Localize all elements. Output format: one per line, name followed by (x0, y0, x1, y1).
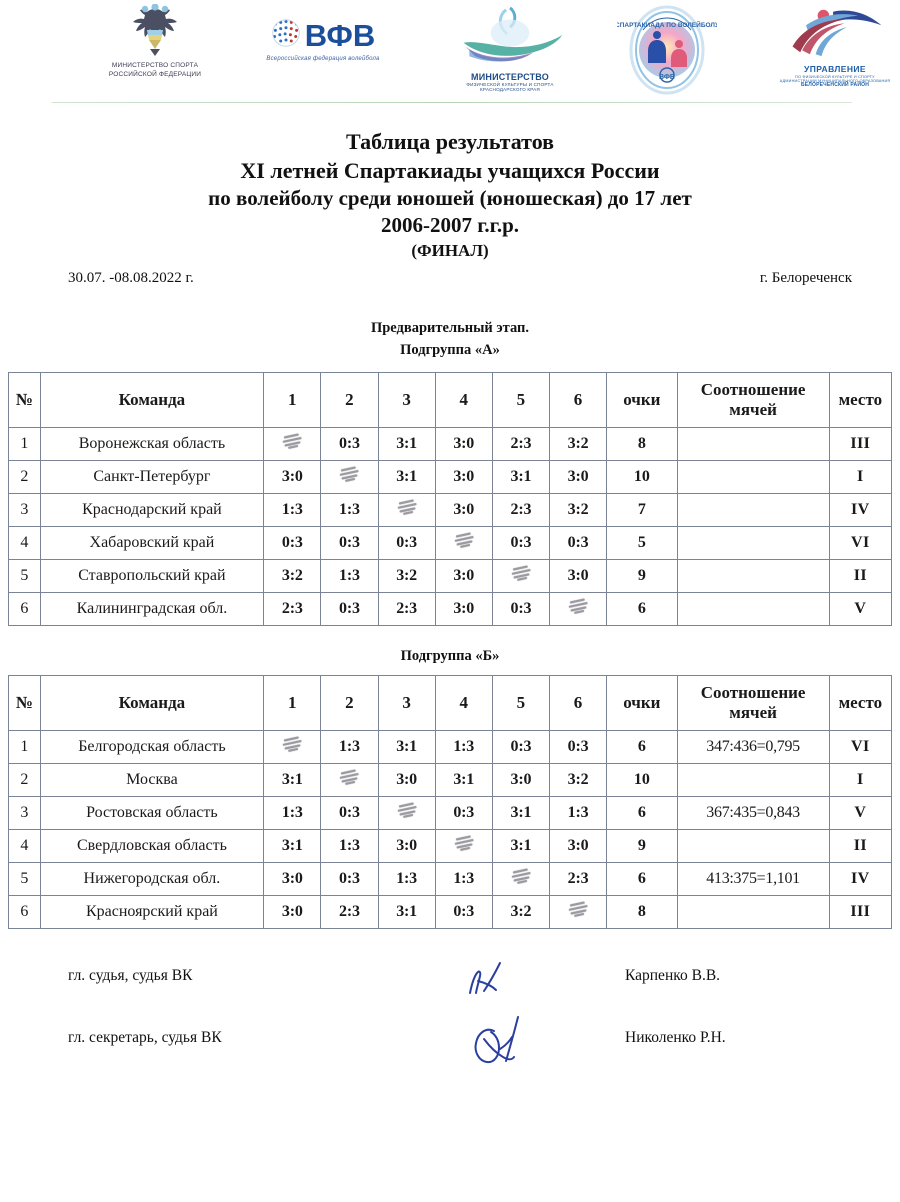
self-match-cell (321, 460, 378, 493)
stage-line-2: Подгруппа «А» (400, 342, 500, 359)
row-number: 2 (9, 460, 41, 493)
self-match-cell (492, 559, 549, 592)
col-header-team: Команда (40, 675, 264, 730)
self-match-hatch-icon (567, 900, 590, 919)
team-name: Краснодарский край (40, 493, 264, 526)
table-row (9, 427, 892, 460)
match-score-cell: 0:3 (492, 592, 549, 625)
self-match-hatch-icon (395, 801, 418, 820)
team-name: Ростовская область (40, 796, 264, 829)
self-match-cell (264, 730, 321, 763)
match-score-cell: 1:3 (264, 796, 321, 829)
points-cell: 10 (607, 460, 677, 493)
document-title (0, 128, 900, 262)
match-score-cell: 0:3 (321, 526, 378, 559)
match-score-cell: 3:0 (264, 460, 321, 493)
match-score-cell: 3:2 (549, 763, 606, 796)
meta-row (0, 270, 900, 290)
team-name: Красноярский край (40, 895, 264, 928)
event-city: г. Белореченск (759, 269, 852, 286)
group-b-results-table (8, 675, 892, 929)
row-number: 4 (9, 526, 41, 559)
match-score-cell: 1:3 (264, 493, 321, 526)
spartakiada-round-emblem-icon (612, 4, 722, 101)
self-match-hatch-icon (281, 432, 304, 451)
place-cell: V (829, 796, 891, 829)
match-score-cell: 2:3 (492, 427, 549, 460)
group-b-heading (0, 648, 900, 665)
points-cell: 6 (607, 730, 677, 763)
ball-ratio-cell (677, 829, 829, 862)
col-header-op-6: 6 (549, 372, 606, 427)
title-line-4: 2006-2007 г.г.р. (380, 213, 519, 238)
match-score-cell: 3:0 (435, 559, 492, 592)
match-score-cell: 2:3 (264, 592, 321, 625)
row-number: 5 (9, 862, 41, 895)
self-match-cell (264, 427, 321, 460)
match-score-cell: 0:3 (321, 427, 378, 460)
col-header-op-5: 5 (492, 675, 549, 730)
signature-area (0, 953, 900, 1103)
col-header-op-2: 2 (321, 675, 378, 730)
place-cell: VI (829, 526, 891, 559)
table-row (9, 559, 892, 592)
place-cell: II (829, 559, 891, 592)
self-match-hatch-icon (510, 867, 533, 886)
logo-vfv-caption: Всероссийская федерация волейбола (266, 56, 380, 62)
match-score-cell: 0:3 (435, 895, 492, 928)
col-header-points: очки (607, 675, 677, 730)
ball-ratio-cell (677, 895, 829, 928)
match-score-cell: 3:0 (264, 862, 321, 895)
table-row (9, 862, 892, 895)
match-score-cell: 3:0 (549, 829, 606, 862)
ball-ratio-cell (677, 493, 829, 526)
col-header-op-1: 1 (264, 372, 321, 427)
col-header-ratio (677, 372, 829, 427)
self-match-hatch-icon (452, 834, 475, 853)
logo-upravlenie-line4: БЕЛОРЕЧЕНСКИЙ РАЙОН (800, 82, 870, 89)
table-row (9, 493, 892, 526)
match-score-cell: 3:2 (264, 559, 321, 592)
match-score-cell: 1:3 (549, 796, 606, 829)
match-score-cell: 3:1 (378, 895, 435, 928)
table-row (9, 796, 892, 829)
vfv-ball-icon (271, 18, 301, 53)
col-header-ratio-line1: Соотношение (700, 683, 806, 703)
match-score-cell: 3:1 (378, 460, 435, 493)
self-match-hatch-icon (510, 564, 533, 583)
col-header-ratio-line2: мячей (729, 702, 777, 722)
col-header-place: место (829, 372, 891, 427)
match-score-cell: 1:3 (321, 559, 378, 592)
place-cell: III (829, 895, 891, 928)
logo-ministry-krasnodar-line1: МИНИСТЕРСТВО (471, 72, 549, 82)
match-score-cell: 2:3 (321, 895, 378, 928)
signature-name-secretary: Николенко Р.Н. (625, 1028, 726, 1046)
row-number: 2 (9, 763, 41, 796)
points-cell: 9 (607, 559, 677, 592)
col-header-op-3: 3 (378, 675, 435, 730)
match-score-cell: 2:3 (549, 862, 606, 895)
col-header-op-4: 4 (435, 372, 492, 427)
title-line-1: Таблица результатов (345, 129, 555, 154)
row-number: 1 (9, 427, 41, 460)
col-header-op-5: 5 (492, 372, 549, 427)
match-score-cell: 3:2 (378, 559, 435, 592)
team-name: Хабаровский край (40, 526, 264, 559)
col-header-ratio (677, 675, 829, 730)
table-header-row (9, 675, 892, 730)
table-row (9, 895, 892, 928)
table-row (9, 829, 892, 862)
title-line-5: (ФИНАЛ) (411, 240, 489, 260)
match-score-cell: 3:1 (492, 796, 549, 829)
match-score-cell: 3:0 (435, 493, 492, 526)
self-match-hatch-icon (338, 768, 361, 787)
match-score-cell: 3:1 (492, 460, 549, 493)
points-cell: 8 (607, 895, 677, 928)
self-match-cell (492, 862, 549, 895)
match-score-cell: 0:3 (321, 796, 378, 829)
ball-ratio-cell (677, 427, 829, 460)
logo-ministry-krasnodar-line3: КРАСНОДАРСКОГО КРАЯ (480, 87, 540, 93)
match-score-cell: 3:0 (492, 763, 549, 796)
ball-ratio-cell: 367:435=0,843 (677, 796, 829, 829)
place-cell: V (829, 592, 891, 625)
table-row (9, 526, 892, 559)
stage-heading (0, 317, 900, 362)
match-score-cell: 0:3 (492, 730, 549, 763)
match-score-cell: 2:3 (378, 592, 435, 625)
row-number: 6 (9, 895, 41, 928)
table-row (9, 763, 892, 796)
col-header-op-4: 4 (435, 675, 492, 730)
group-a-results-table (8, 372, 892, 626)
match-score-cell: 3:0 (549, 559, 606, 592)
signature-mark-referee (440, 947, 590, 1005)
col-header-op-2: 2 (321, 372, 378, 427)
stage-line-1: Предварительный этап. (370, 319, 530, 336)
header-divider (52, 102, 852, 103)
title-line-2: XI летней Спартакиады учащихся России (240, 157, 660, 183)
match-score-cell: 3:0 (549, 460, 606, 493)
logo-bar (0, 0, 900, 100)
self-match-cell (321, 763, 378, 796)
self-match-cell (378, 493, 435, 526)
belorechensk-figure-icon (775, 4, 895, 65)
match-score-cell: 3:1 (435, 763, 492, 796)
match-score-cell: 3:1 (378, 427, 435, 460)
row-number: 5 (9, 559, 41, 592)
logo-vfv-abbr: ВФВ (304, 18, 376, 53)
logo-upravlenie-line2: ПО ФИЗИЧЕСКОЙ КУЛЬТУРЕ И СПОРТУ (795, 74, 875, 79)
team-name: Санкт-Петербург (40, 460, 264, 493)
logo-upravlenie-belorechensk (775, 4, 895, 89)
match-score-cell: 1:3 (321, 730, 378, 763)
team-name: Москва (40, 763, 264, 796)
points-cell: 6 (607, 796, 677, 829)
logo-ministry-krasnodar (440, 4, 580, 92)
match-score-cell: 3:2 (549, 427, 606, 460)
match-score-cell: 3:1 (378, 730, 435, 763)
place-cell: III (829, 427, 891, 460)
ball-ratio-cell: 347:436=0,795 (677, 730, 829, 763)
place-cell: VI (829, 730, 891, 763)
match-score-cell: 0:3 (264, 526, 321, 559)
match-score-cell: 0:3 (492, 526, 549, 559)
ball-ratio-cell (677, 460, 829, 493)
logo-upravlenie-line1: УПРАВЛЕНИЕ (804, 64, 866, 74)
match-score-cell: 1:3 (378, 862, 435, 895)
row-number: 1 (9, 730, 41, 763)
match-score-cell: 3:0 (264, 895, 321, 928)
team-name: Свердловская область (40, 829, 264, 862)
group-a-table-wrap (0, 372, 900, 626)
col-header-num: № (9, 675, 41, 730)
team-name: Белгородская область (40, 730, 264, 763)
match-score-cell: 3:2 (549, 493, 606, 526)
match-score-cell: 3:1 (264, 829, 321, 862)
group-b-table-wrap (0, 675, 900, 929)
match-score-cell: 0:3 (378, 526, 435, 559)
logo-ministry-of-sport-rf (70, 4, 240, 79)
place-cell: IV (829, 862, 891, 895)
logo-vfv (248, 18, 398, 63)
self-match-cell (378, 796, 435, 829)
points-cell: 9 (607, 829, 677, 862)
col-header-num: № (9, 372, 41, 427)
place-cell: II (829, 829, 891, 862)
signature-name-referee: Карпенко В.В. (625, 966, 721, 984)
match-score-cell: 1:3 (435, 862, 492, 895)
ball-ratio-cell: 413:375=1,101 (677, 862, 829, 895)
team-name: Ставропольский край (40, 559, 264, 592)
signature-row-referee (0, 953, 900, 1015)
ball-ratio-cell (677, 526, 829, 559)
match-score-cell: 0:3 (321, 592, 378, 625)
group-a-body (9, 427, 892, 625)
svg-text:ВФВ: ВФВ (659, 74, 675, 81)
self-match-cell (435, 526, 492, 559)
match-score-cell: 3:0 (435, 460, 492, 493)
row-number: 6 (9, 592, 41, 625)
points-cell: 6 (607, 592, 677, 625)
points-cell: 7 (607, 493, 677, 526)
self-match-hatch-icon (567, 597, 590, 616)
ball-ratio-cell (677, 559, 829, 592)
match-score-cell: 3:1 (264, 763, 321, 796)
signature-row-secretary (0, 1015, 900, 1077)
match-score-cell: 3:0 (435, 592, 492, 625)
row-number: 3 (9, 796, 41, 829)
match-score-cell: 0:3 (321, 862, 378, 895)
col-header-place: место (829, 675, 891, 730)
match-score-cell: 3:0 (435, 427, 492, 460)
title-line-3: по волейболу среди юношей (юношеская) до 17 лет (208, 186, 692, 211)
self-match-cell (549, 592, 606, 625)
signature-mark-secretary (440, 1009, 590, 1067)
self-match-cell (435, 829, 492, 862)
place-cell: I (829, 460, 891, 493)
col-header-ratio-line2: мячей (729, 399, 777, 419)
match-score-cell: 2:3 (492, 493, 549, 526)
points-cell: 10 (607, 763, 677, 796)
points-cell: 5 (607, 526, 677, 559)
logo-ministry-of-sport-rf-line1: МИНИСТЕРСТВО СПОРТА (111, 62, 199, 69)
group-b-label: Подгруппа «Б» (400, 647, 500, 664)
match-score-cell: 3:1 (492, 829, 549, 862)
logo-upravlenie-line3: АДМИНИСТРАЦИИ МУНИЦИПАЛЬНОГО ОБРАЗОВАНИЯ (779, 78, 891, 83)
match-score-cell: 3:2 (492, 895, 549, 928)
self-match-hatch-icon (395, 498, 418, 517)
self-match-hatch-icon (452, 531, 475, 550)
event-dates: 30.07. -08.08.2022 г. (68, 269, 194, 286)
match-score-cell: 3:0 (378, 763, 435, 796)
logo-ministry-of-sport-rf-line2: РОССИЙСКОЙ ФЕДЕРАЦИИ (108, 71, 202, 79)
col-header-ratio-line1: Соотношение (700, 380, 806, 400)
points-cell: 8 (607, 427, 677, 460)
table-row (9, 730, 892, 763)
team-name: Калининградская обл. (40, 592, 264, 625)
col-header-op-3: 3 (378, 372, 435, 427)
col-header-op-1: 1 (264, 675, 321, 730)
self-match-cell (549, 895, 606, 928)
team-name: Нижегородская обл. (40, 862, 264, 895)
logo-spartakiada-emblem (612, 4, 722, 101)
table-row (9, 460, 892, 493)
place-cell: I (829, 763, 891, 796)
match-score-cell: 1:3 (321, 493, 378, 526)
match-score-cell: 0:3 (435, 796, 492, 829)
match-score-cell: 1:3 (321, 829, 378, 862)
group-b-body (9, 730, 892, 928)
match-score-cell: 1:3 (435, 730, 492, 763)
double-headed-eagle-icon (123, 4, 187, 60)
row-number: 4 (9, 829, 41, 862)
logo-ministry-krasnodar-line2: ФИЗИЧЕСКОЙ КУЛЬТУРЫ И СПОРТА (466, 82, 554, 88)
ball-ratio-cell (677, 763, 829, 796)
col-header-team: Команда (40, 372, 264, 427)
match-score-cell: 0:3 (549, 730, 606, 763)
match-score-cell: 0:3 (549, 526, 606, 559)
team-name: Воронежская область (40, 427, 264, 460)
table-row (9, 592, 892, 625)
match-score-cell: 3:0 (378, 829, 435, 862)
signature-role-referee: гл. судья, судья ВК (68, 966, 193, 984)
self-match-hatch-icon (281, 735, 304, 754)
krasnodar-figure-icon (440, 4, 580, 69)
place-cell: IV (829, 493, 891, 526)
row-number: 3 (9, 493, 41, 526)
signature-role-secretary: гл. секретарь, судья ВК (68, 1028, 222, 1046)
table-header-row (9, 372, 892, 427)
svg-text:СПАРТАКИАДА ПО ВОЛЕЙБОЛУ: СПАРТАКИАДА ПО ВОЛЕЙБОЛУ (617, 22, 717, 29)
col-header-op-6: 6 (549, 675, 606, 730)
ball-ratio-cell (677, 592, 829, 625)
col-header-points: очки (607, 372, 677, 427)
self-match-hatch-icon (338, 465, 361, 484)
points-cell: 6 (607, 862, 677, 895)
